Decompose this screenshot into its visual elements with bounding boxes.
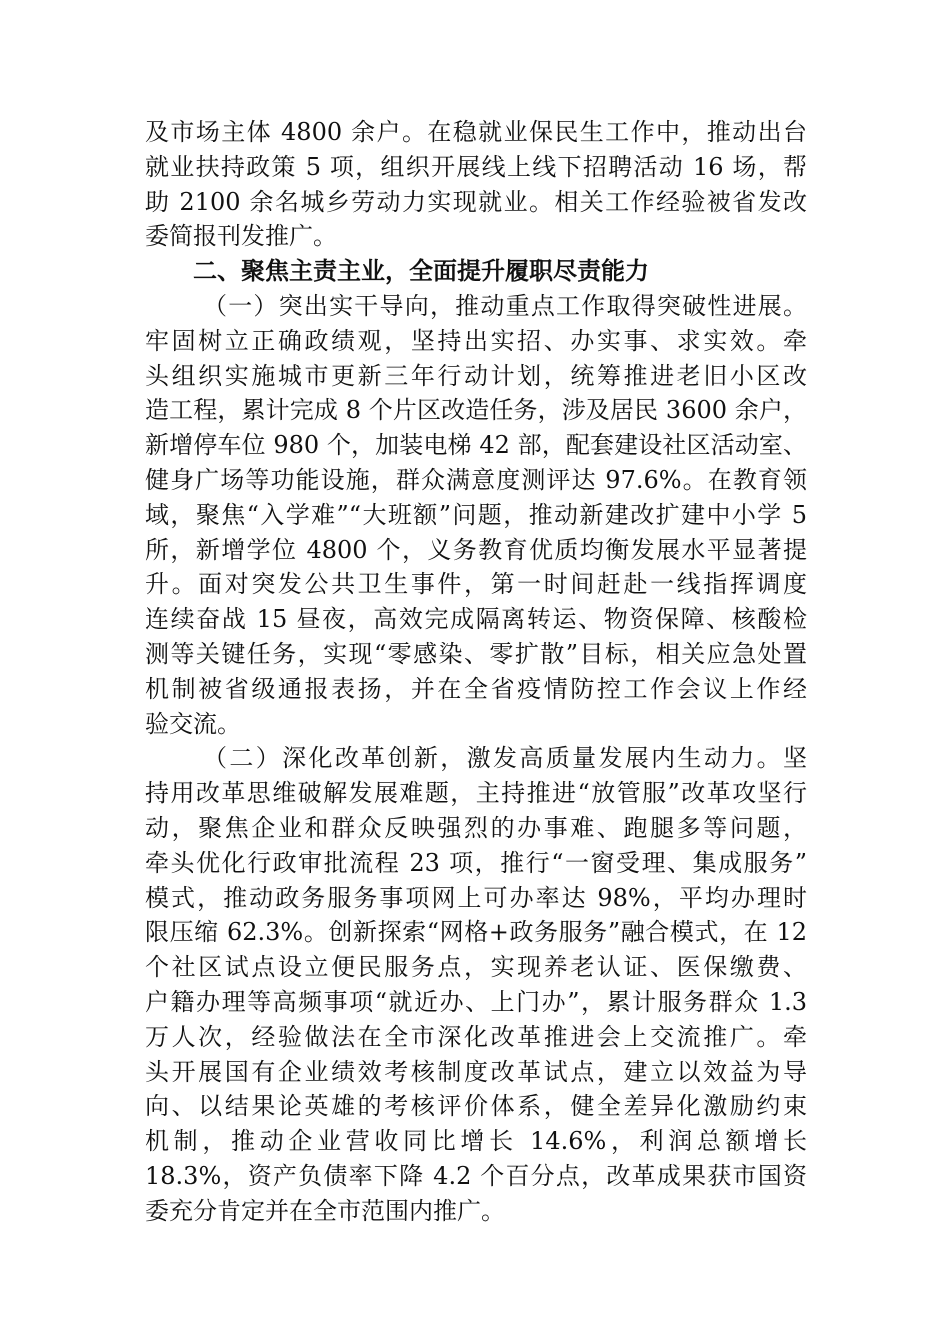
text-line: 委简报刊发推广。 [145,222,337,251]
text-line: 18.3%，资产负债率下降 4.2 个百分点，改革成果获市国资 [145,1161,807,1190]
text-line: 连续奋战 15 昼夜，高效完成隔离转运、物资保障、核酸检 [145,605,807,634]
text-line: 造工程，累计完成 8 个片区改造任务，涉及居民 3600 余户， [145,396,807,425]
paragraph-continuation [145,115,807,254]
text-line: 机制被省级通报表扬，并在全省疫情防控工作会议上作经 [145,674,807,703]
text-line: 万人次，经验做法在全市深化改革推进会上交流推广。牵 [145,1022,807,1051]
paragraph-subsection-2 [145,741,807,1228]
text-line: 动，聚焦企业和群众反映强烈的办事难、跑腿多等问题， [145,813,807,842]
text-line: 健身广场等功能设施，群众满意度测评达 97.6%。在教育领 [145,465,807,494]
text-line: 户籍办理等高频事项“就近办、上门办”，累计服务群众 1.3 [145,987,807,1016]
document-body [145,115,807,1229]
text-line: 助 2100 余名城乡劳动力实现就业。相关工作经验被省发改 [145,187,807,216]
text-line: 头组织实施城市更新三年行动计划，统筹推进老旧小区改 [145,361,807,390]
text-line: 机制，推动企业营收同比增长 14.6%，利润总额增长 [145,1127,807,1156]
text-line: 验交流。 [145,709,241,738]
text-line: 所，新增学位 4800 个，义务教育优质均衡发展水平显著提 [145,535,807,564]
text-line: 模式，推动政务服务事项网上可办率达 98%，平均办理时 [145,883,807,912]
text-line: 域，聚焦“入学难”“大班额”问题，推动新建改扩建中小学 5 [145,500,807,529]
text-line: 牵头优化行政审批流程 23 项，推行“一窗受理、集成服务” [145,848,807,877]
text-line: 牢固树立正确政绩观，坚持出实招、办实事、求实效。牵 [145,326,807,355]
text-line: 委充分肯定并在全市范围内推广。 [145,1196,505,1225]
text-line: 向、以结果论英雄的考核评价体系，健全差异化激励约束 [145,1092,807,1121]
text-line: 测等关键任务，实现“零感染、零扩散”目标，相关应急处置 [145,639,807,668]
text-line: 新增停车位 980 个，加装电梯 42 部，配套建设社区活动室、 [145,431,807,460]
text-line: 持用改革思维破解发展难题，主持推进“放管服”改革攻坚行 [145,779,807,808]
text-line: 头开展国有企业绩效考核制度改革试点，建立以效益为导 [145,1057,807,1086]
text-line: 升。面对突发公共卫生事件，第一时间赶赴一线指挥调度 [145,570,807,599]
text-line: （二）深化改革创新，激发高质量发展内生动力。坚 [203,744,807,773]
text-line: （一）突出实干导向，推动重点工作取得突破性进展。 [203,291,807,320]
text-line: 个社区试点设立便民服务点，实现养老认证、医保缴费、 [145,953,807,982]
heading-line: 二、聚焦主责主业，全面提升履职尽责能力 [193,257,649,286]
text-line: 限压缩 62.3%。创新探索“网格+政务服务”融合模式，在 12 [145,918,807,947]
section-heading [145,254,807,289]
paragraph-subsection-1 [145,289,807,741]
text-line: 及市场主体 4800 余户。在稳就业保民生工作中，推动出台 [145,118,807,146]
text-line: 就业扶持政策 5 项，组织开展线上线下招聘活动 16 场，帮 [145,152,807,181]
